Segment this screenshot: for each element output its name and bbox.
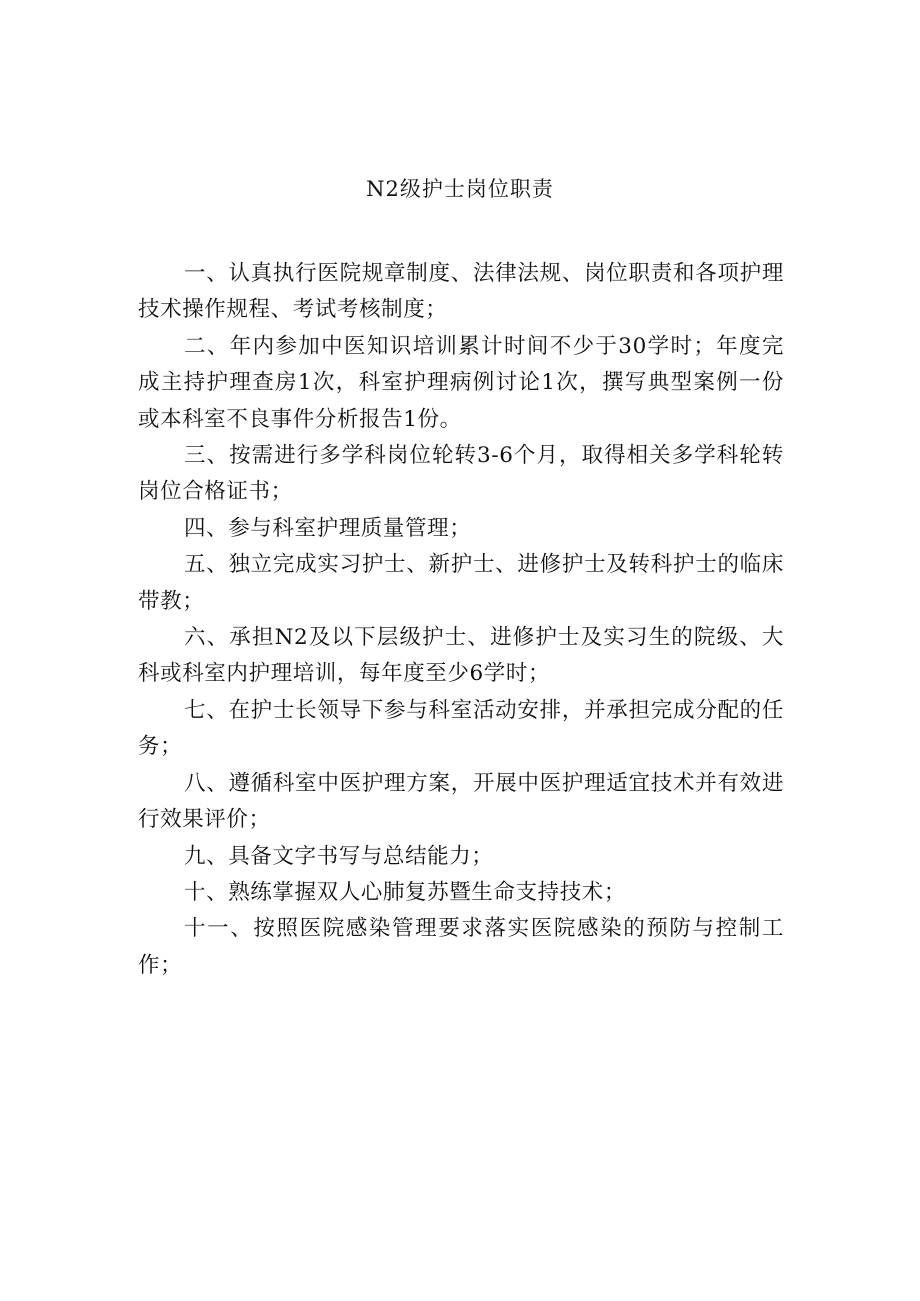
duty-item-11: 十一、按照医院感染管理要求落实医院感染的预防与控制工作； xyxy=(138,916,784,978)
duty-item-6: 六、承担N2及以下层级护士、进修护士及实习生的院级、大科或科室内护理培训，每年度至少6学时； xyxy=(138,625,784,687)
duty-item-8: 八、遵循科室中医护理方案，开展中医护理适宜技术并有效进行效果评价； xyxy=(138,770,784,833)
duty-item-4: 四、参与科室护理质量管理； xyxy=(184,515,472,541)
document-title: N2级护士岗位职责 xyxy=(366,177,554,201)
duty-item-7: 七、在护士长领导下参与科室活动安排，并承担完成分配的任务； xyxy=(138,697,784,760)
duty-item-9: 九、具备文字书写与总结能力； xyxy=(184,843,494,869)
duty-item-3: 三、按需进行多学科岗位轮转3-6个月，取得相关多学科轮转岗位合格证书； xyxy=(138,443,784,505)
duty-item-5: 五、独立完成实习护士、新护士、进修护士及转科护士的临床带教； xyxy=(138,552,784,614)
duty-item-1: 一、认真执行医院规章制度、法律法规、岗位职责和各项护理技术操作规程、考试考核制度； xyxy=(138,261,784,323)
document-body xyxy=(138,256,784,984)
duty-item-10: 十、熟练掌握双人心肺复苏暨生命支持技术； xyxy=(184,879,627,905)
duty-item-2: 二、年内参加中医知识培训累计时间不少于30学时；年度完成主持护理查房1次，科室护理病例讨论1次，撰写典型案例一份或本科室不良事件分析报告1份。 xyxy=(138,333,784,432)
